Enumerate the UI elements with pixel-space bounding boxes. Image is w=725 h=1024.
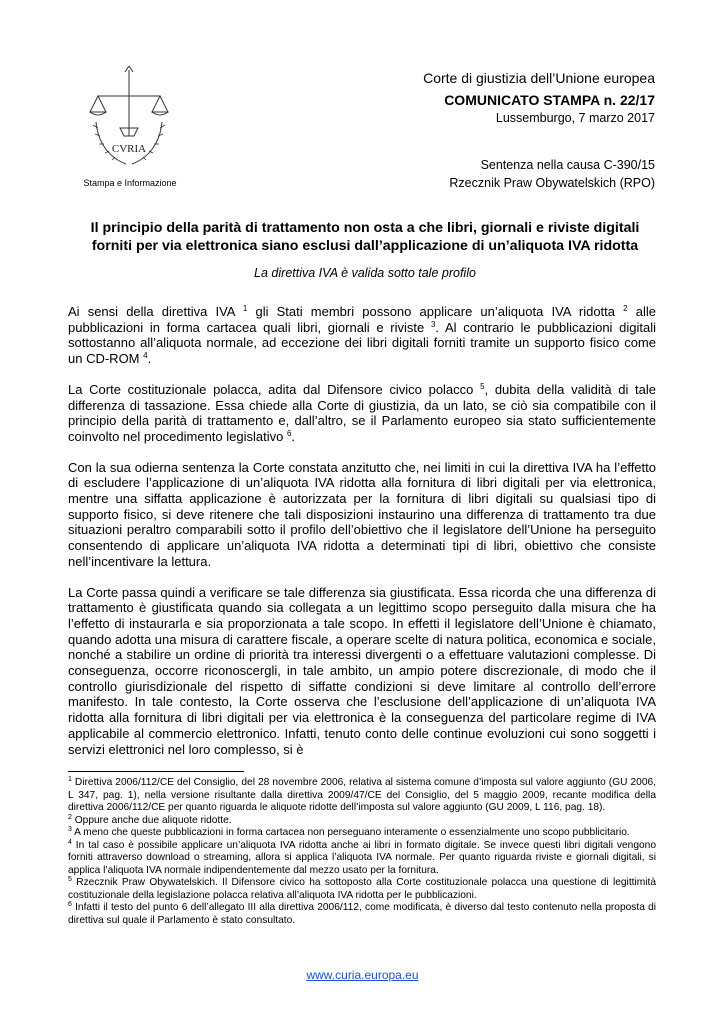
subtitle: La direttiva IVA è valida sotto tale profilo <box>254 266 476 280</box>
footnote-ref-5: 5 <box>480 381 485 391</box>
curia-logo <box>84 66 174 170</box>
footnote-ref-4: 4 <box>143 351 148 361</box>
footnote-2: $^2$ Oppure anche due aliquote ridotte. <box>68 813 232 826</box>
case-number: Sentenza nella causa C-390/15 <box>480 158 655 172</box>
footnote-6: $^6$ Infatti il testo del punto 6 dell’allegato III alla direttiva 2006/112, come modificata, è diverso dal testo contenuto nella proposta di direttiva sul quale il Parlamento è stato consultato. <box>68 901 656 926</box>
footnote-4: $^4$ In tal caso è possibile applicare un’aliquota IVA ridotta anche ai libri in formato digitale. Se invece questi libri digitali vengono forniti attraverso download o streaming, allora si applica l’aliquota IVA normale. Per quanto riguarda riviste e giornali digitali, si applica l’aliquota IVA normale indipendentemente dal mezzo usato per la fornitura. <box>68 838 656 876</box>
footnotes <box>68 777 656 927</box>
footnote-5: $^5$ Rzecznik Praw Obywatelskich. Il Difensore civico ha sottoposto alla Corte costituzionale polacca una questione di legittimità costituzionale della legislazione polacca relativa all’aliquota IVA ridotta per le pubblicazioni. <box>68 876 656 901</box>
place-date: Lussemburgo, 7 marzo 2017 <box>495 111 655 125</box>
headline: Il principio della parità di trattamento non osta a che libri, giornali e riviste digitali forniti per via elettronica siano esclusi dall’applicazione di un’aliquota IVA ridotta <box>90 220 640 254</box>
footnote-ref-6: 6 <box>286 428 292 438</box>
footnote-ref-3: 3 <box>430 319 436 329</box>
paragraph-3: Con la sua odierna sentenza la Corte constata anzitutto che, nei limiti in cui la direttiva IVA ha l’effetto di escludere l’applicazione di un’aliquota IVA ridotta alla fornitura di libri digitali per via elettronica, mentre una siffatta applicazione è autorizzata per la fornitura di libri digitali su qualsiasi tipo di supporto fisico, si deve ritenere che tali disposizioni instaurino una differenza di trattamento tra due situazioni peraltro comparabili sotto il profilo dell’obiettivo che il legislatore dell’Unione ha perseguito consentendo di applicare un’aliquota IVA ridotta a determinati tipi di libri, obiettivo che consiste nell’incentivare la lettura. <box>68 459 656 569</box>
paragraph-2: La Corte costituzionale polacca, adita dal Difensore civico polacco $^5$, dubita della validità di tale differenza di tassazione. Essa chiede alla Corte di giustizia, da un lato, se ciò sia compatibile con il principio della parità di trattamento e, dall’altro, se il Parlamento europeo sia stato sufficientemente coinvolto nel procedimento legislativo $^6$. <box>68 381 656 444</box>
footnote-separator <box>68 771 244 772</box>
footnote-3: $^3$ A meno che queste pubblicazioni in forma cartacea non perseguano interamente o essenzialmente uno scopo pubblicitario. <box>68 826 630 838</box>
case-name: Rzecznik Praw Obywatelskich (RPO) <box>449 176 655 190</box>
paragraph-4: La Corte passa quindi a verificare se tale differenza sia giustificata. Essa ricorda che una differenza di trattamento è giustificata quando sia collegata a un legittimo scopo perseguito dalla misura che ha l’effetto di instaurarla e sia proporzionata a tale scopo. In effetti il legislatore dell’Unione è chiamato, quando adotta una misura di carattere fiscale, a operare scelte di natura politica, economica e sociale, nonché a stabilire un ordine di priorità tra interessi divergenti o a effettuare valutazioni complesse. Di conseguenza, occorre riconoscergli, in tale ambito, un ampio potere discrezionale, di modo che il controllo giurisdizionale del rispetto di siffatte condizioni si deve limitare al controllo dell’errore manifesto. In tale contesto, la Corte osserva che l’esclusione dell’applicazione di un’aliquota IVA ridotta alla fornitura di libri digitali per via elettronica è la conseguenza del particolare regime di IVA applicabile al commercio elettronico. Infatti, tenuto conto delle continue evoluzioni cui sono soggetti i servizi elettronici nel loro complesso, si è <box>68 584 656 757</box>
body-text <box>68 304 656 772</box>
press-release-number: COMUNICATO STAMPA n. 22/17 <box>444 92 655 108</box>
logo-text: CVRIA <box>111 143 147 155</box>
footnote-ref-2: 2 <box>623 304 628 313</box>
paragraph-1: Ai sensi della direttiva IVA $^1$ gli Stati membri possono applicare un’aliquota IVA ridotta $^2$ alle pubblicazioni in forma cartacea quali libri, giornali e riviste $^3$. Al contrario le pubblicazioni digitali sottostanno all’aliquota normale, ad eccezione dei libri digitali forniti tramite un supporto fisico come un CD-ROM $^4$. <box>68 304 656 367</box>
curia-website-link[interactable]: www.curia.europa.eu <box>306 968 419 982</box>
department-label: Stampa e Informazione <box>83 178 177 188</box>
footnote-1: $^1$ Direttiva 2006/112/CE del Consiglio, del 28 novembre 2006, relativa al sistema comune d’imposta sul valore aggiunto (GU 2006, L 347, pag. 1), nella versione risultante dalla direttiva 2009/47/CE del Consiglio, del 5 maggio 2009, recante modifica della direttiva 2006/112/CE per quanto riguarda le aliquote ridotte dell’imposta sul valore aggiunto (GU 2009, L 116, pag. 18). <box>68 776 656 813</box>
footnote-ref-1: 1 <box>242 304 248 313</box>
court-name: Corte di giustizia dell’Unione europea <box>423 70 655 86</box>
